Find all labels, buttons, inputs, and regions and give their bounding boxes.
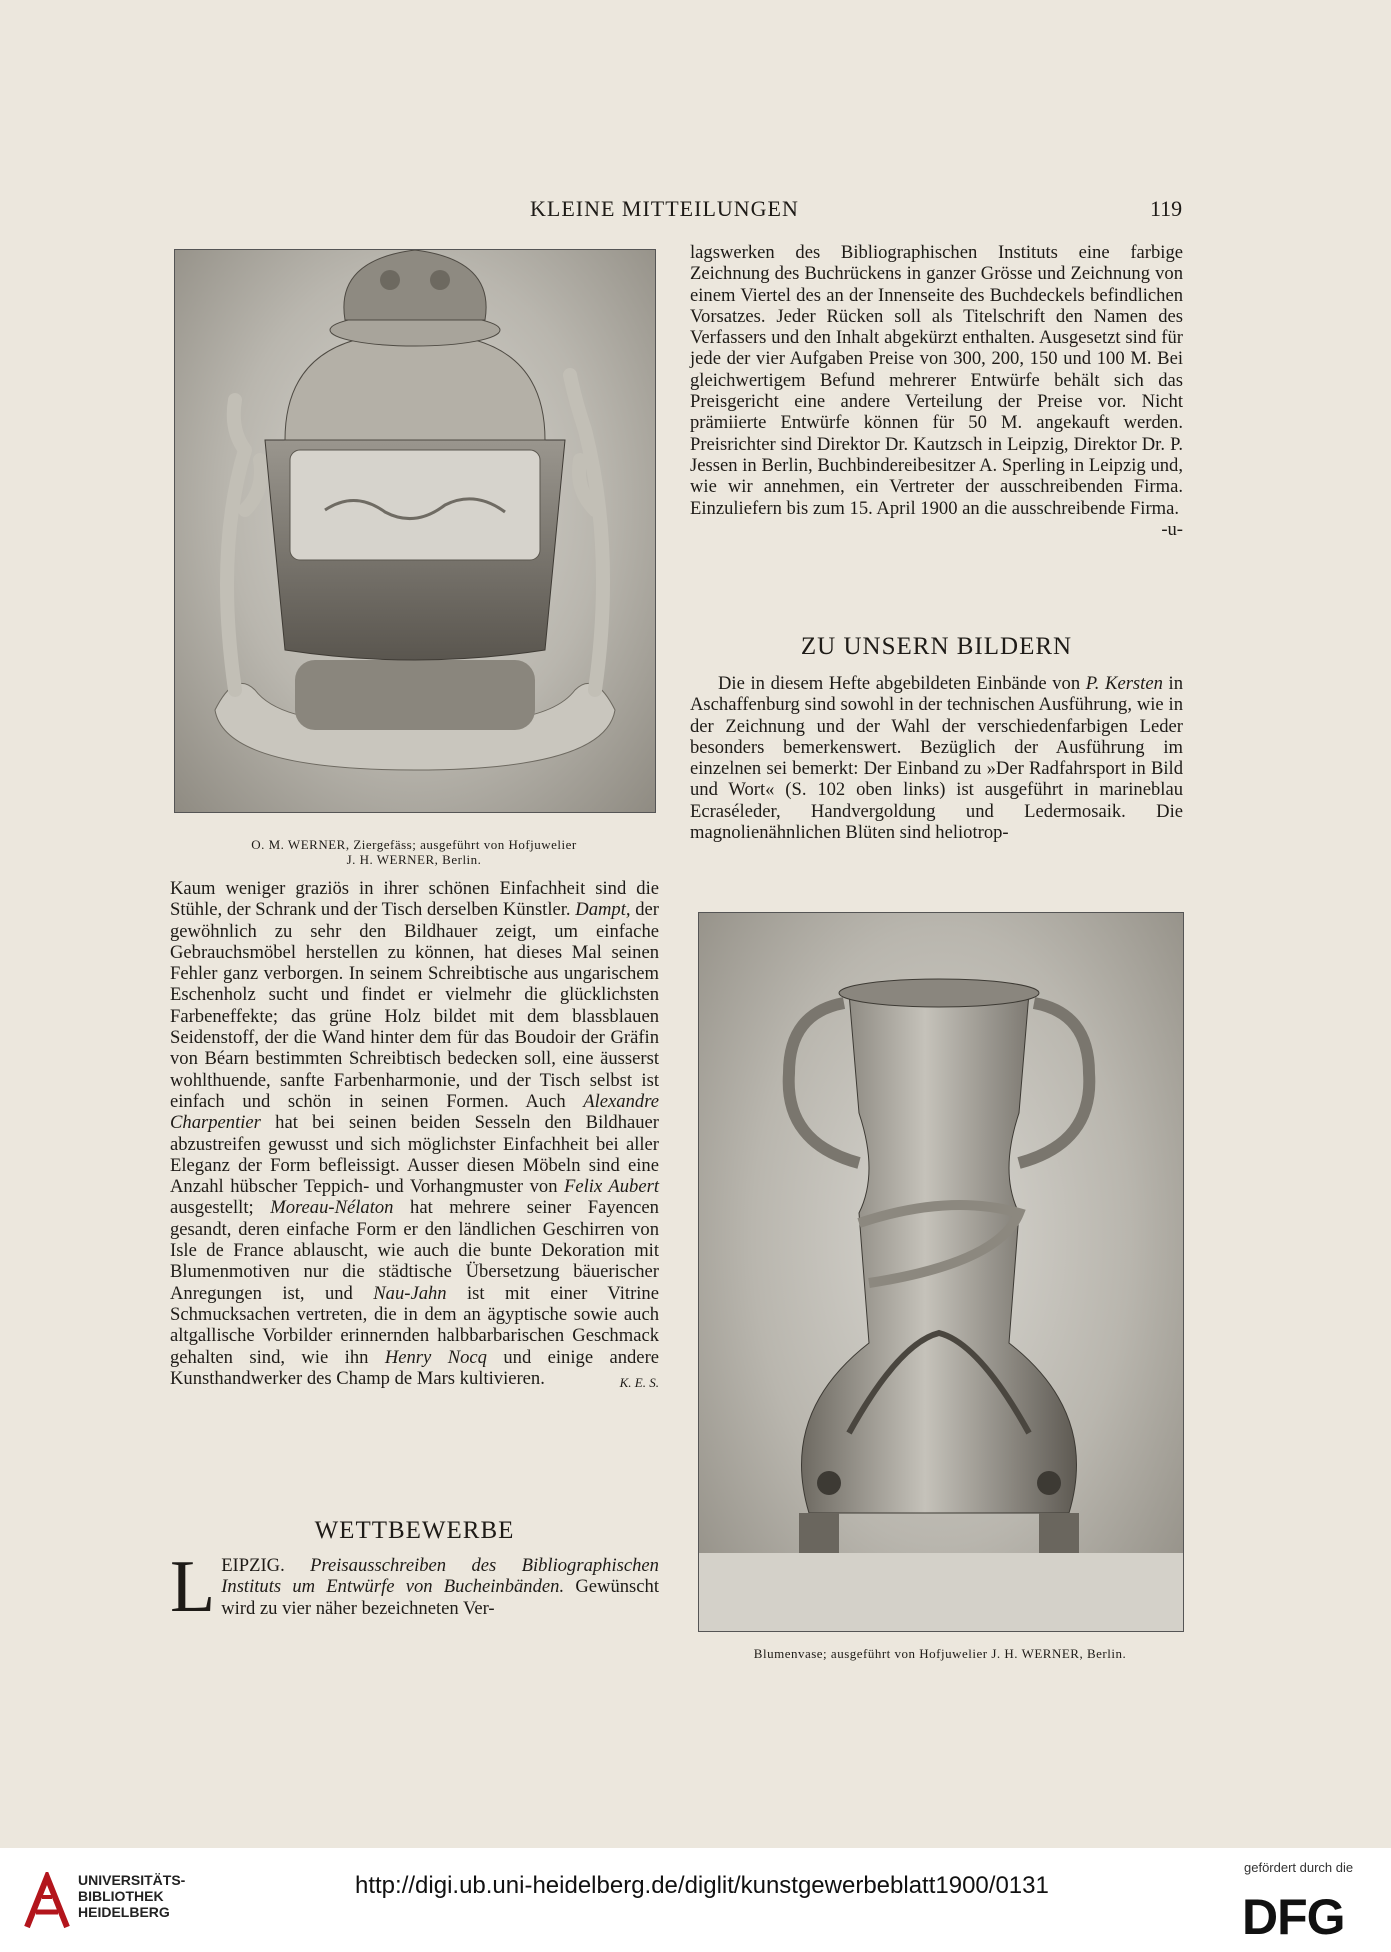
funding-label: gefördert durch die <box>1244 1860 1354 1875</box>
competition-title: Preisausschreiben des Bibliographischen Instituts um Entwürfe von Bucheinbänden. <box>221 1555 659 1598</box>
pictures-paragraph <box>690 673 1183 843</box>
text-run: Kaum weniger graziös in ihrer schönen Einfachheit sind die Stühle, der Schrank und der Tisch derselben Künstler. <box>170 878 659 921</box>
figure2-caption: Blumenvase; ausgeführt von Hofjuwelier J. H. WERNER, Berlin. <box>753 1646 1127 1661</box>
text-run: der gewöhnlich zu sehr den Bildhauer zeigt, um einfache Gebrauchsmöbel herstellen zu können, hat dieses Mal seinen Fehler ganz verborgen. In seinem Schreibtische aus ungarischem Eschenholz sucht und findet er vielmehr die glücklichsten Farbeneffekte; das grüne Holz bildet mit dem blassblauen Seidenstoff, der die Wand hinter dem für das Boudoir der Gräfin von Béarn bestimmten Schreibtisch bedecken soll, eine äusserst wohlthuende, sanfte Farbenharmonie, und der Tisch selbst ist einfach und schön in seinen Formen. Auch <box>170 899 659 1112</box>
library-name-line: BIBLIOTHEK <box>78 1888 164 1904</box>
artist-name: Henry Nocq <box>384 1346 487 1368</box>
artist-name: Dampt, <box>575 899 631 921</box>
text-run: Gewünscht wird zu vier näher bezeichneten Ver- <box>221 1576 659 1619</box>
drop-cap: L <box>170 1546 216 1628</box>
heading-zu-unsern-bildern: ZU UNSERN BILDERN <box>800 633 1073 660</box>
text-run: in Aschaffenburg sind sowohl in der technischen Ausführung, wie in der Zeichnung und der Wahl der verschiedenfarbigen Leder besonders bemerkenswert. Bezüglich der Ausführung im einzelnen sei bemerkt: Der Einband zu »Der Radfahrsport in Bild und Wort« (S. 102 oben links) ist ausgeführt in marineblau Ecraséleder, Handvergoldung und Ledermosaik. Die magnolienähnlichen Blüten sind heliotrop- <box>690 673 1183 844</box>
text-run: hat mehrere seiner Fayencen gesandt, deren einfache Form er den ländlichen Geschirren von Isle de France ablauscht, wie auch die bunte Dekoration mit Blumenmotiven nur die städtische Übersetzung bäuerischer Anregungen ist, und <box>170 1197 659 1304</box>
library-name <box>78 1872 185 1920</box>
paragraph-competition-continued <box>690 242 1183 540</box>
figure1-caption-line2: J. H. WERNER, Berlin. <box>346 852 482 867</box>
text-run: lagswerken des Bibliographischen Instituts eine farbige Zeichnung des Buchrückens in ganzer Grösse und Zeichnung von einem Viertel des an der Innenseite des Buchdeckels befindlichen Vorsatzes. Jeder Rücken soll als Titelschrift den Namen des Verfassers und den Inhalt abgekürzt enthalten. Ausgesetzt sind für jede der vier Aufgaben Preise von 300, 200, 150 und 100 M. Bei gleichwertigem Befund mehrerer Entwürfe behält sich das Preisgericht eine andere Verteilung der Preise vor. Nicht prämiierte Entwürfe können für 50 M. angekauft werden. Preisrichter sind Direktor Dr. Kautzsch in Leipzig, Direktor Dr. P. Jessen in Berlin, Buchbindereibesitzer A. Sperling in Leipzig und, wie wir annehmen, ein Vertreter der ausschreibenden Firma. Einzuliefern bis zum 15. April 1900 an die ausschreibende Firma. <box>690 242 1183 519</box>
vessel-illustration <box>175 250 655 812</box>
artist-name: Nau-Jahn <box>373 1282 447 1304</box>
heading-wettbewerbe: WETTBEWERBE <box>314 1517 515 1544</box>
artist-name: P. Kersten <box>1085 673 1163 694</box>
page-number: 119 <box>1150 196 1183 221</box>
section-signature: -u- <box>1161 518 1183 540</box>
library-name-line: UNIVERSITÄTS- <box>78 1872 186 1888</box>
figure1-caption <box>174 837 654 867</box>
artist-name: Alexandre Charpentier <box>170 1090 659 1134</box>
paragraph-leipzig <box>170 1546 659 1628</box>
text-run: ist mit einer Vitrine Schmucksachen vertreten, die in dem an ägyptische sowie auch altgallische Vorbilder erinnernden halbbarbarischen Geschmack gehalten sind, wie ihn <box>170 1282 659 1368</box>
figure-flower-vase <box>698 912 1184 1632</box>
author-signature: K. E. S. <box>619 1374 659 1390</box>
paragraph-furniture <box>170 878 659 1389</box>
text-run: ausgestellt; <box>170 1197 271 1219</box>
text-run: hat bei seinen beiden Sesseln den Bildhauer abzustreifen gewusst und sich möglichster Einfachheit bei aller Eleganz der Form befleissigt. Ausser diesen Möbeln sind eine Anzahl hübscher Teppich- und Vorhangmuster von <box>170 1112 659 1198</box>
university-library-logo <box>22 1872 72 1930</box>
text-run: Die in diesem Hefte abgebildeten Einbände von <box>718 673 1086 694</box>
figure1-caption-line1: O. M. WERNER, Ziergefäss; ausgeführt von Hofjuwelier <box>251 837 577 852</box>
permalink-url[interactable]: http://digi.ub.uni-heidelberg.de/diglit/kunstgewerbeblatt1900/0131 <box>355 1872 1049 1899</box>
running-head: KLEINE MITTEILUNGEN <box>530 196 799 221</box>
vase-illustration <box>699 913 1183 1631</box>
digitization-footer <box>0 1848 1391 1952</box>
library-name-line: HEIDELBERG <box>78 1904 170 1920</box>
left-column <box>170 878 659 1393</box>
artist-name: Felix Aubert <box>564 1176 659 1198</box>
text-run: und einige andere Kunsthandwerker des Champ de Mars kultivieren. <box>170 1346 660 1389</box>
competition-paragraph <box>170 1546 659 1628</box>
right-column <box>690 242 1183 540</box>
artist-name: Moreau-Nélaton <box>270 1197 394 1219</box>
text-run: EIPZIG. <box>221 1555 311 1576</box>
dfg-logo: DFG <box>1242 1889 1345 1945</box>
figure-ornamental-vessel <box>174 249 656 813</box>
paragraph-kersten <box>690 673 1183 843</box>
